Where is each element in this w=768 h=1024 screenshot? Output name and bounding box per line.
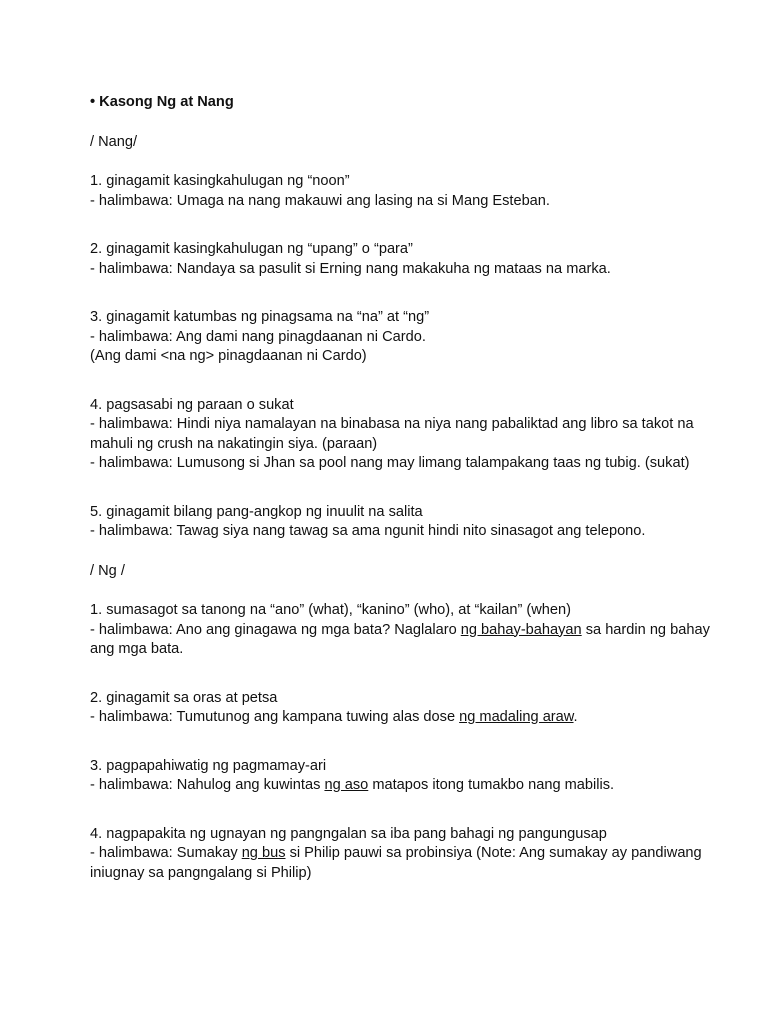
nang-rule-4 [90, 396, 730, 474]
example-before: - halimbawa: Ano ang ginagawa ng mga bata? Naglalaro [90, 621, 461, 638]
example-text: - halimbawa: Ang dami nang pinagdaanan ni Cardo. [90, 328, 426, 345]
rule-text: 4. pagsasabi ng paraan o sukat [90, 396, 294, 413]
underlined-phrase: ng aso [324, 777, 369, 793]
example-note: (Ang dami <na ng> pinagdaanan ni Cardo) [90, 348, 367, 364]
example-before: - halimbawa: Sumakay [90, 845, 242, 861]
example-before: - halimbawa: Nahulog ang kuwintas [90, 777, 325, 793]
rule-text: 5. ginagamit bilang pang-angkop ng inuulit na salita [90, 503, 423, 520]
underlined-phrase: ng bahay-bahayan [460, 621, 582, 638]
example-text [90, 776, 730, 796]
example-text: - halimbawa: Nandaya sa pasulit si Erning nang makakuha ng mataas na marka. [90, 260, 611, 277]
section-heading-nang: / Nang/ [90, 133, 138, 150]
ng-rule-2 [90, 689, 730, 728]
rule-text: 2. ginagamit kasingkahulugan ng “upang” o “para” [90, 241, 413, 257]
rule-text: 3. pagpapahiwatig ng pagmamay-ari [90, 757, 327, 774]
example-after: . [573, 709, 578, 725]
rule-text: 4. nagpapakita ng ugnayan ng pangngalan sa iba pang bahagi ng pangungusap [90, 825, 607, 842]
rule-text: 1. sumasagot sa tanong na “ano” (what), “kanino” (who), at “kailan” (when) [90, 602, 572, 618]
document-page [90, 93, 730, 912]
nang-rule-2 [90, 240, 730, 279]
rule-text: 2. ginagamit sa oras at petsa [90, 689, 278, 706]
example-after: matapos itong tumakbo nang mabilis. [368, 777, 615, 793]
example-text-2: - halimbawa: Lumusong si Jhan sa pool nang may limang talampakang taas ng tubig. (sukat) [90, 455, 690, 471]
example-before: - halimbawa: Tumutunog ang kampana tuwing alas dose [90, 709, 460, 725]
example-text [90, 844, 730, 883]
ng-rule-4 [90, 825, 730, 884]
underlined-phrase: ng bus [241, 845, 286, 861]
document-title: • Kasong Ng at Nang [90, 94, 234, 110]
ng-rule-3 [90, 757, 730, 796]
example-after: si Philip pauwi sa probinsiya (Note: Ang sumakay ay pandiwang iniugnay sa pangngalang si Philip) [90, 845, 702, 881]
underlined-phrase: ng madaling araw [459, 709, 574, 725]
example-after: sa hardin ng bahay ang mga bata. [90, 621, 710, 657]
rule-text: 1. ginagamit kasingkahulugan ng “noon” [90, 173, 350, 189]
example-text: - halimbawa: Umaga na nang makauwi ang lasing na si Mang Esteban. [90, 192, 550, 209]
example-text: - halimbawa: Tawag siya nang tawag sa ama ngunit hindi nito sinasagot ang telepono. [90, 523, 646, 539]
example-text [90, 708, 730, 728]
nang-rule-3 [90, 308, 730, 367]
example-text [90, 621, 730, 660]
example-text: - halimbawa: Hindi niya namalayan na binabasa na niya nang pabaliktad ang libro sa takot na mahuli ng crush na nakatingin siya. (paraan) [90, 416, 694, 452]
ng-rule-1 [90, 601, 730, 660]
nang-rule-5 [90, 503, 730, 542]
nang-rule-1 [90, 172, 730, 211]
section-heading-ng: / Ng / [90, 562, 125, 579]
rule-text: 3. ginagamit katumbas ng pinagsama na “na” at “ng” [90, 309, 430, 325]
